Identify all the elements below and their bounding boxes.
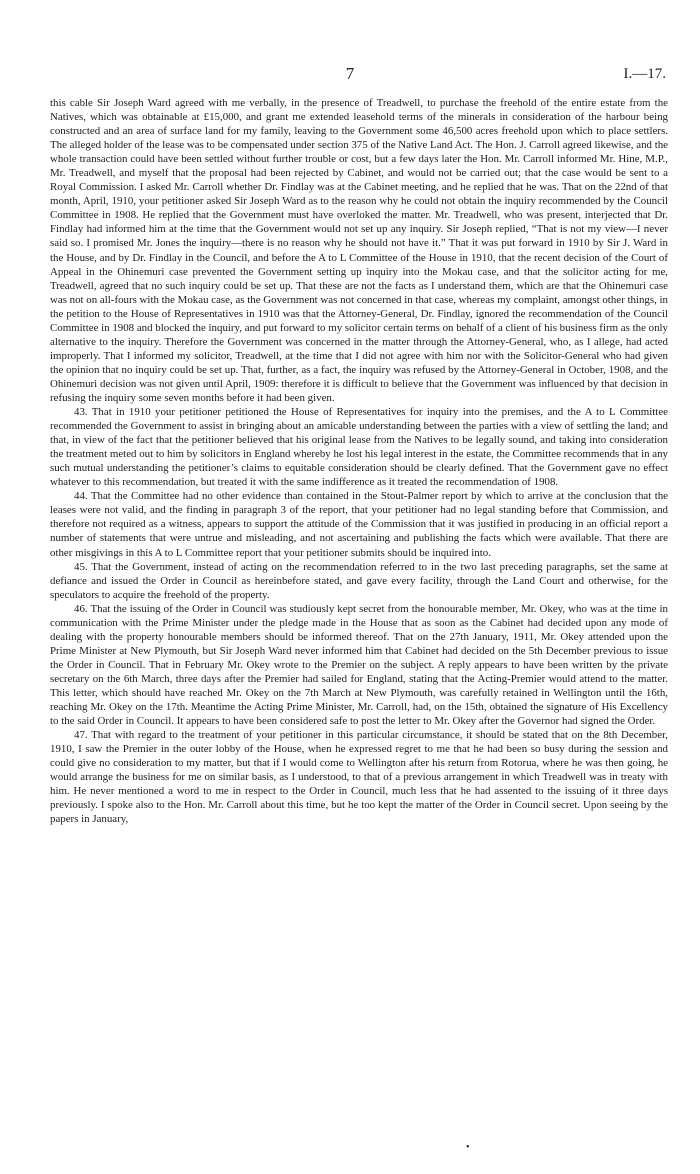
page-number: 7	[345, 64, 355, 83]
paragraph-44: 44. That the Committee had no other evidence than contained in the Stout-Palmer report by which to arrive at the conclusion that the leases were not valid, and the finding in paragraph 3 of the report, that your petitioner had no legal standing before that Commission, and therefore not required as a witness, appears to support the attitude of the Commission that it was justified in producing in an official report a number of statements that were untrue and misleading, and not ascertaining and publishing the facts which were available. That there are other misgivings in this A to L Committee report that your petitioner submits should be inquired into.	[50, 490, 668, 559]
paragraph-46: 46. That the issuing of the Order in Council was studiously kept secret from the honourable member, Mr. Okey, who was at the time in communication with the Prime Minister under the pledge made in the House that as soon as the Cabinet had decided upon any mode of dealing with the property honourable members should be informed thereof. That on the 27th January, 1911, Mr. Okey attended upon the Prime Minister at New Plymouth, but Sir Joseph Ward never informed him that Cabinet had decided on the 5th December previous to issue the Order in Council. That in February Mr. Okey wrote to the Premier on the subject. A reply appears to have been written by the private secretary on the 6th March, three days after the Premier had sailed for England, stating that the Acting-Premier would attend to the matter. This letter, which should have reached Mr. Okey on the 7th March at New Plymouth, was carefully retained in Wellington until the 16th, reaching Mr. Okey on the 17th. Meantime the Acting Prime Minister, Mr. Carroll, had, on the 15th, obtained the signature of His Excellency to the said Order in Council. It appears to have been considered safe to post the letter to Mr. Okey after the Governor had signed the Order.	[50, 602, 668, 728]
paragraph-45: 45. That the Government, instead of acting on the recommendation referred to in the two last preceding paragraphs, set the same at defiance and issued the Order in Council as hereinbefore stated, and gave every facility, through the Land Court and otherwise, for the speculators to acquire the freehold of the property.	[50, 560, 668, 601]
paragraph-47: 47. That with regard to the treatment of your petitioner in this particular circumstance, it should be stated that on the 8th December, 1910, I saw the Premier in the outer lobby of the House, when he expressed regret to me that he had been so busy during the session and could give no consideration to my matter, but that if I would come to Wellington after his return from Rotorua, where he was then going, he would arrange the business for me on similar basis, as I understood, to that of a previous arrangement in which Treadwell was in treaty with him. He never mentioned a word to me in respect to the Order in Council, much less that he had assented to the issuing of it three days previously. I spoke also to the Hon. Mr. Carroll about this time, but he too kept the matter of the Order in Council secret. Upon seeing by the papers in January,	[50, 729, 668, 826]
paragraph-continuation: this cable Sir Joseph Ward agreed with me verbally, in the presence of Treadwell, to purchase the freehold of the entire estate from the Natives, which was obtainable at £15,000, and grant me extended leasehold terms of the minerals in consideration of the harbour being constructed and an area of surface land for my family, leaving to the Government some 46,500 acres freehold upon which to place settlers. The alleged holder of the lease was to be compensated under section 375 of the Native Land Act. The Hon. J. Carroll agreed likewise, and the whole transaction could have been settled without further trouble or cost, but a few days later the Hon. Mr. Carroll informed Mr. Hine, M.P., Mr. Treadwell, and myself that the proposal had been rejected by Cabinet, and would not be carried out; that the case would be sent to a Royal Commission. I asked Mr. Carroll whether Dr. Findlay was at the Cabinet meeting, and he replied that he was. That on the 22nd of that month, April, 1910, your petitioner asked Sir Joseph Ward as to the reason why he could not obtain the inquiry recommended by the Council Committee in 1908. He replied that the Government must have overloked the matter. Mr. Treadwell, who was present, interjected that Dr. Findlay had informed him at the time that the Government would not set up any inquiry. Sir Joseph replied, “That is not my view—I never said so. I promised Mr. Jones the inquiry—there is no reason why he should not have it.” That it was put forward in 1910 by Sir J. Ward in the House, and by Dr. Findlay in the Council, and before the A to L Committee of the House in 1910, that the recent decision of the Court of Appeal in the Ohinemuri case prevented the Government setting up inquiry into the Mokau case, and that the solicitor acting for me, Treadwell, agreed that no such inquiry could be set up. That these are not the facts as I understand them, which are that the Ohinemuri case was not on all-fours with the Mokau case, as the Government was not concerned in that case, whereas my complaint, amongst other things, in the petition to the House of Representatives in 1910 was that the Attorney-General, Dr. Findlay, ignored the recommendation of the Council Committee in 1908 and blocked the inquiry, and put forward to my solicitor certain terms on behalf of a client of his business firm as the only alternative to the inquiry. Therefore the Government was concerned in the matter through the Attorney-General, who, as I allege, had acted improperly. That I informed my solicitor, Treadwell, at the time that I did not agree with him nor with the Solicitor-General who had given the opinion that no inquiry could be set up. That, further, as a fact, the inquiry was refused by the Attorney-General in October, 1908, and the Ohinemuri decision was not given until April, 1909: therefore it is difficult to believe that the Government was influenced by that decision in refusing the inquiry some seven months before it had been given.	[50, 97, 668, 404]
paragraph-43: 43. That in 1910 your petitioner petitioned the House of Representatives for inquiry into the premises, and the A to L Committee recommended the Government to assist in bringing about an amicable understanding between the parties with a view of settling the land; and that, in view of the fact that the petitioner believed that his original lease from the Natives to be legally sound, and taking into consideration the treatment meted out to him by solicitors in England whereby he lost his legal interest in the estate, the Committee recommends that in any such mutual understanding the petitioner’s claims to equitable consideration should be clearly defined. That the Government gave no effect whatever to this recommendation, but treated it with the same indifference as it treated the recommendation of 1908.	[50, 406, 668, 489]
body-text	[50, 96, 668, 826]
document-reference: I.—17.	[623, 66, 666, 82]
footer-mark: •	[466, 1142, 470, 1153]
